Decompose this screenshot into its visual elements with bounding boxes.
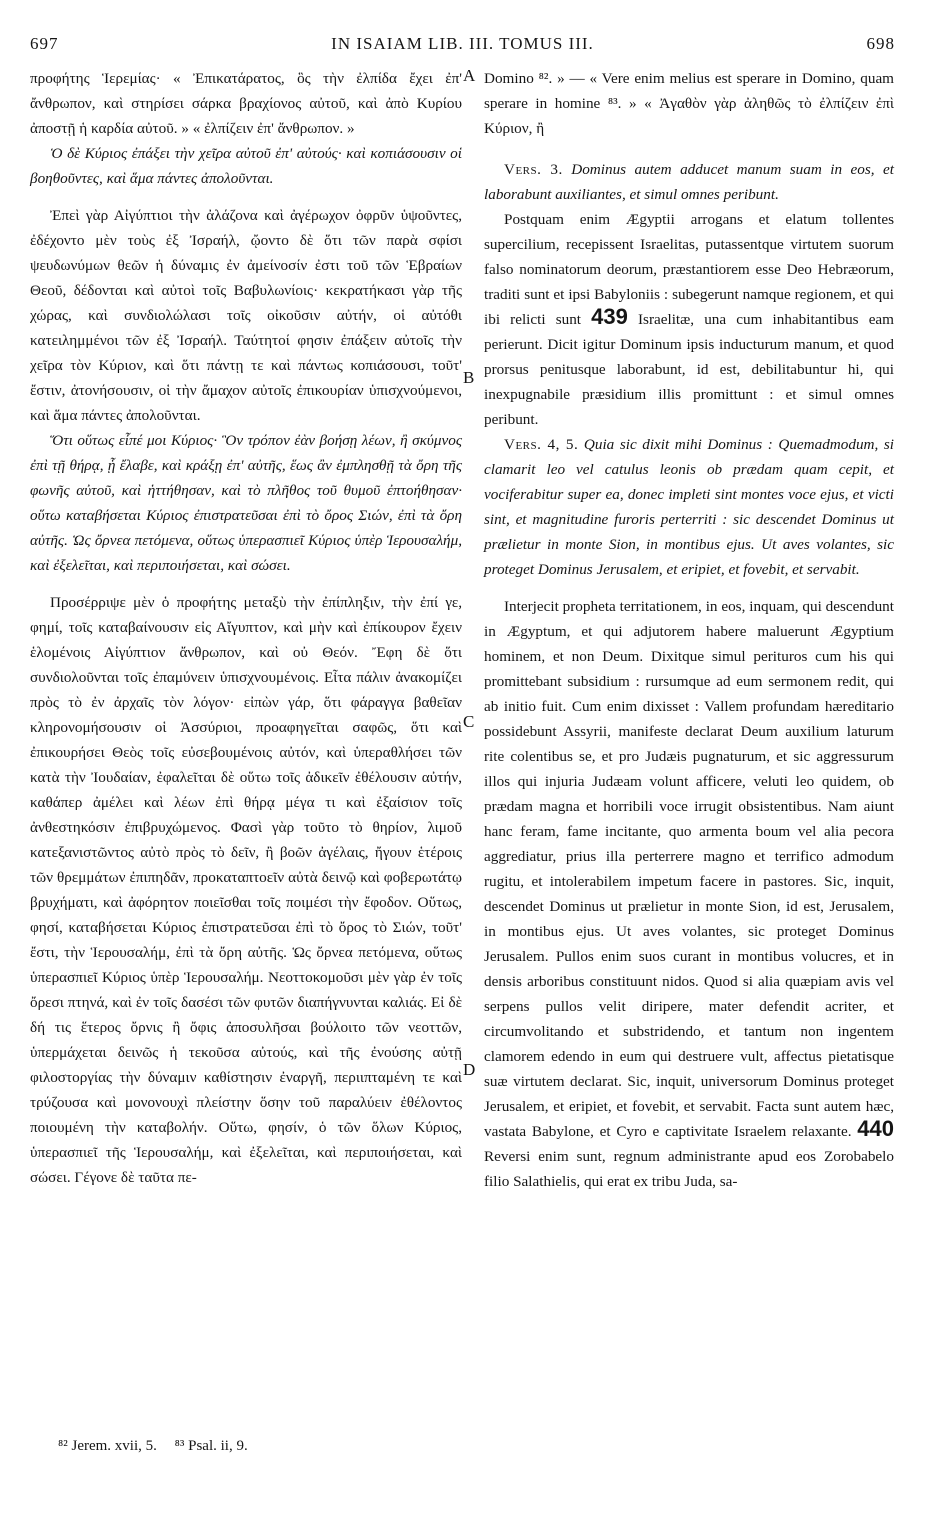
latin-paragraph: Postquam enim Ægyptii arrogans et elatum tollentes supercilium, recepissent Israelitas, putassentque virtutem suorum falso nominatorum deorum, præstantiorem esse Deo Hebræorum, traditi sunt et ipsi Babyloniis : subegerunt namque regionem, et qui ibi relicti sunt 439 Israelitæ, una cum inhabitantibus eam perierunt. Dicit igitur Dominum ipsis inducturum manum, et quod prorsus penitusque laborabunt, id est, debilitabuntur hi, qui inexpugnabile præsidium illis promittunt : et simul omnes peribunt. xyxy=(484,211,894,428)
latin-column xyxy=(484,66,894,1194)
footnotes xyxy=(58,1438,262,1455)
latin-scripture-verse: Quia sic dixit mihi Dominus : Quemadmodum, si clamarit leo vel catulus leonis ob prædam quam cepit, et vociferabitur super ea, donec impleti sint montes voce ejus, et victi sint, et magnitudine furoris perterriti : sic descendet Dominus ut prælietur in monte Sion, in montibus ejus. Ut aves volantes, sic proteget Dominus Jerusalem, et eripiet, et fovebit, et servabit. xyxy=(484,436,894,578)
column-number: 440 xyxy=(857,1116,894,1141)
column-number: 439 xyxy=(591,304,628,329)
latin-commentary: Interjecit propheta territationem, in eos, inquam, qui descendunt in Ægyptum, et qui adjutorem habere maluerunt Ægyptium hominem, et non Deum. Dixitque simul perituros cum his qui promittebant subsidium : rursumque ad eum sermonem redit, qui ab initio fuit. Cum enim dixisset : Vallem profundam hæreditario possidebunt Assyrii, manifeste declarat Deum auxilium laturum rite colentibus se, et pro Judæis pugnaturum, et sic aggressurum illos qui injuria Judæam volunt afficere, veluti leo quidem, ob prædam magna et horribili voce irrugit obsistentibus. Nam aiunt hanc feram, fame incitante, quo armenta boum vel alia pecora aggrediatur, prius illa perterrere magno et terrifico admodum rugitu, et intolerabilem impetum facere in pastores. Sic, inquit, descendet Dominus ut prælietur in monte Sion, id est, Jerusalem, in montibus ejus. Ut aves volantes, sic proteget Dominus Jerusalem. Pullos enim suos curant in montibus volucres, et in densis arboribus constituunt nidos. Quod si alia quæpiam avis vel serpens pullos velit diripere, mater defendit acriter, et circumvolitando et substridendo, et tantum non ingentem clamorem edendo in eum qui destruere vult, affectus pietatisque suæ virtutem declarat. Sic, inquit, universorum Dominus proteget Jerusalem, et eripiet, et fovebit, et servabit. Facta sunt autem hæc, vastata Babylone, et Cyro e captivitate Israelem relaxante. 440 Reversi enim sunt, regnum administrante apud eos Zorobabelo filio Salathielis, qui erat ex tribu Juda, sa- xyxy=(484,598,894,1190)
latin-verse-block xyxy=(484,157,894,207)
latin-scripture-verse: Dominus autem adducet manum suam in eos, et laborabunt auxiliantes, et simul omnes peribunt. xyxy=(484,161,894,203)
running-title: IN ISAIAM LIB. III. TOMUS III. xyxy=(331,34,594,53)
greek-paragraph: προφήτης Ἱερεμίας· « Ἐπικατάρατος, ὃς τὴν ἐλπίδα ἔχει ἐπ' ἄνθρωπον, καὶ στηρίσει σάρκα βραχίονος αὐτοῦ, καὶ ἀπὸ Κυρίου ἀποστῇ ἡ καρδία αὐτοῦ. » « ἐλπίζειν ἐπ' ἄνθρωπον. » xyxy=(30,70,462,137)
latin-paragraph: Domino ⁸². » — « Vere enim melius est sperare in Domino, quam sperare in homine ⁸³. » « Ἀγαθὸν γὰρ ἀληθῶς τὸ ἐλπίζειν ἐπὶ Κύριον, ἢ xyxy=(484,70,894,137)
footnote: ⁸³ Psal. ii, 9. xyxy=(174,1438,248,1454)
page-number-right: 698 xyxy=(866,34,895,53)
page-number-left: 697 xyxy=(30,34,59,53)
greek-scripture-verse: Ὅτι οὕτως εἶπέ μοι Κύριος· Ὃν τρόπον ἐὰν βοήσῃ λέων, ἢ σκύμνος ἐπὶ τῇ θήρᾳ, ᾗ ἔλαβε, καὶ κράξῃ ἐπ' αὐτῆς, ἕως ἂν ἐμπλησθῇ τὰ ὄρη τῆς φωνῆς αὐτοῦ, καὶ ἡττήθησαν, καὶ τὸ πλῆθος τοῦ θυμοῦ ἐπτοήθησαν· οὕτω καταβήσεται Κύριος ἐπιστρατεῦσαι ἐπὶ τὸ ὄρος Σιών, ἐπὶ τὰ ὄρη αὐτῆς. Ὡς ὄρνεα πετόμενα, οὕτως ὑπερασπιεῖ Κύριος ὑπὲρ Ἱερουσαλήμ, καὶ ἐξελεῖται, καὶ περιποιήσεται, καὶ σώσει. xyxy=(30,432,462,574)
margin-letter-b: B xyxy=(463,368,475,387)
greek-column xyxy=(30,66,462,1190)
footnote: ⁸² Jerem. xvii, 5. xyxy=(58,1438,157,1454)
margin-letter-a: A xyxy=(463,66,476,85)
greek-scripture-verse: Ὁ δὲ Κύριος ἐπάξει τὴν χεῖρα αὐτοῦ ἐπ' αὐτούς· καὶ κοπιάσουσιν οἱ βοηθοῦντες, καὶ ἅμα πάντες ἀπολοῦνται. xyxy=(30,145,462,187)
verse-label: Vers. 3. xyxy=(504,161,563,178)
greek-commentary: Προσέρριψε μὲν ὁ προφήτης μεταξὺ τὴν ἐπίπληξιν, τὴν ἐπί γε, φημί, τοῖς καταβαίνουσιν εἰς Αἴγυπτον, καὶ μὴν καὶ ἐπίκουρον ἔχειν ἑλομένοις Αἰγύπτιον ἄνθρωπον, καὶ οὐ Θεόν. Ἔφη δὲ ὅτι συνδιολοῦνται τοῖς ἐπαμύνειν ὑπισχνουμένοις. Εἶτα πάλιν ἀνακομίζει πρὸς τὸ ἐν ἀρχαῖς τὸν λόγον· εἰπὼν γάρ, ὅτι φάραγγα βαθεῖαν κληρονομήσουσιν οἱ Ἀσσύριοι, προαφηγεῖται σαφῶς, ὅτι καὶ ἐπικουρήσει Θεὸς τοῖς εὐσεβουμένοις αὐτόν, καὶ ὑπεραθλήσει τῶν κατὰ τὴν Ἰουδαίαν, ἐφαλεῖται δὲ οὕτω τοῖς ἀδικεῖν ἐθέλουσιν αὐτήν, καθάπερ ἀμέλει καὶ λέων ἐπὶ θήρᾳ μέγα τι καὶ ἐξαίσιον τοῖς ἀνθεστηκόσιν ἐπιβρυχώμενος. Φασὶ γὰρ τοῦτο τὸ θηρίον, λιμοῦ κατεξανιστῶντος αὐτὸ πρὸς τὸ δεῖν, ἢ βοῶν ἀγέλαις, ἤγουν ἑτέροις τῶν θρεμμάτων ἐπιπηδᾶν, προκαταπτοεῖν αὐτὰ δεινῷ καὶ φοβερωτάτῳ βρυχήματι, καὶ ἀφόρητον ποιεῖσθαι τοῖς ποιμέσι τὴν ἔφοδον. Οὕτως, φησί, καταβήσεται Κύριος ἐπιστρατεῦσαι ἐπὶ τὸ ὄρος τὸ Σιών, τοῦτ' ἔστι, τὴν Ἱερουσαλήμ, ἐπὶ τὰ ὄρη αὐτῆς. Ὡς ὄρνεα πετόμενα, οὕτως ὑπερασπιεῖ Κύριος ὑπὲρ Ἱερουσαλήμ. Νεοττοκομοῦσι μὲν γὰρ ἐν τοῖς ὄρεσι πτηνά, καὶ ἐν τοῖς δασέσι τῶν φυτῶν διαπήγνυνται καλιάς. Εἰ δὲ δή τις ἕτερος ὄρνις ἢ ὄφις ἀποσυλῆσαι βούλοιτο τῶν νεοττῶν, ὑπερμάχεται δεινῶς ἡ τεκοῦσα αὐτούς, καὶ τῆς ἐνούσης αὐτῇ φιλοστοργίας τὴν δύναμιν καθίστησιν ἐναργῆ, περιιπταμένη τε καὶ τρύζουσα καὶ μονονουχὶ πλείστην ὅσην τοῦ παραλύειν ἐθέλοντος ποιουμένη τὴν καταβολήν. Οὕτω, φησίν, ὁ τῶν ὅλων Κύριος, ὑπερασπιεῖ τῆς Ἱερουσαλήμ, καὶ ἐξελεῖται, καὶ περιποιήσεται, καὶ σώσει. Γέγονε δὲ ταῦτα πε- xyxy=(30,594,462,1186)
margin-letter-d: D xyxy=(463,1060,476,1079)
greek-paragraph: Ἐπεὶ γὰρ Αἰγύπτιοι τὴν ἀλάζονα καὶ ἀγέρωχον ὀφρῦν ὑψοῦντες, ἐδέχοντο μὲν τοὺς ἐξ Ἰσραήλ, ᾤοντο δὲ ὅτι τῶν παρὰ σφίσι ψευδωνύμων θεῶν ἡ δύναμις ἐν ἀμείνοσίν ἐστι τοῦ τῶν Ἑβραίων Θεοῦ, δέδονται καὶ αὐτοὶ τοῖς Βαβυλωνίοις· κεκρατήκασι γὰρ τῆς χώρας, καὶ συνδιολώλασι τοῖς οἰκοῦσιν αὐτήν, οἱ αὐτόθι κατειλημμένοι τῶν ἐξ Ἰσραήλ. Ταύτητοί φησιν ἐπάξειν αὐτοῖς τὴν χεῖρα τὸν Κύριον, καὶ ὅτι πάντῃ τε καὶ πάντως κοπιάσουσι, τοῦτ' ἔστιν, ἀτονήσουσιν, οἱ τὴν ἄμαχον αὐτοῖς ἐπικουρίαν ὑπισχνούμενοι, καὶ ἅμα πάντες ἀπολοῦνται. xyxy=(30,207,462,424)
margin-letter-c: C xyxy=(463,712,475,731)
running-header xyxy=(30,34,895,58)
verse-label: Vers. 4, 5. xyxy=(504,436,579,453)
latin-verse-block xyxy=(484,432,894,582)
